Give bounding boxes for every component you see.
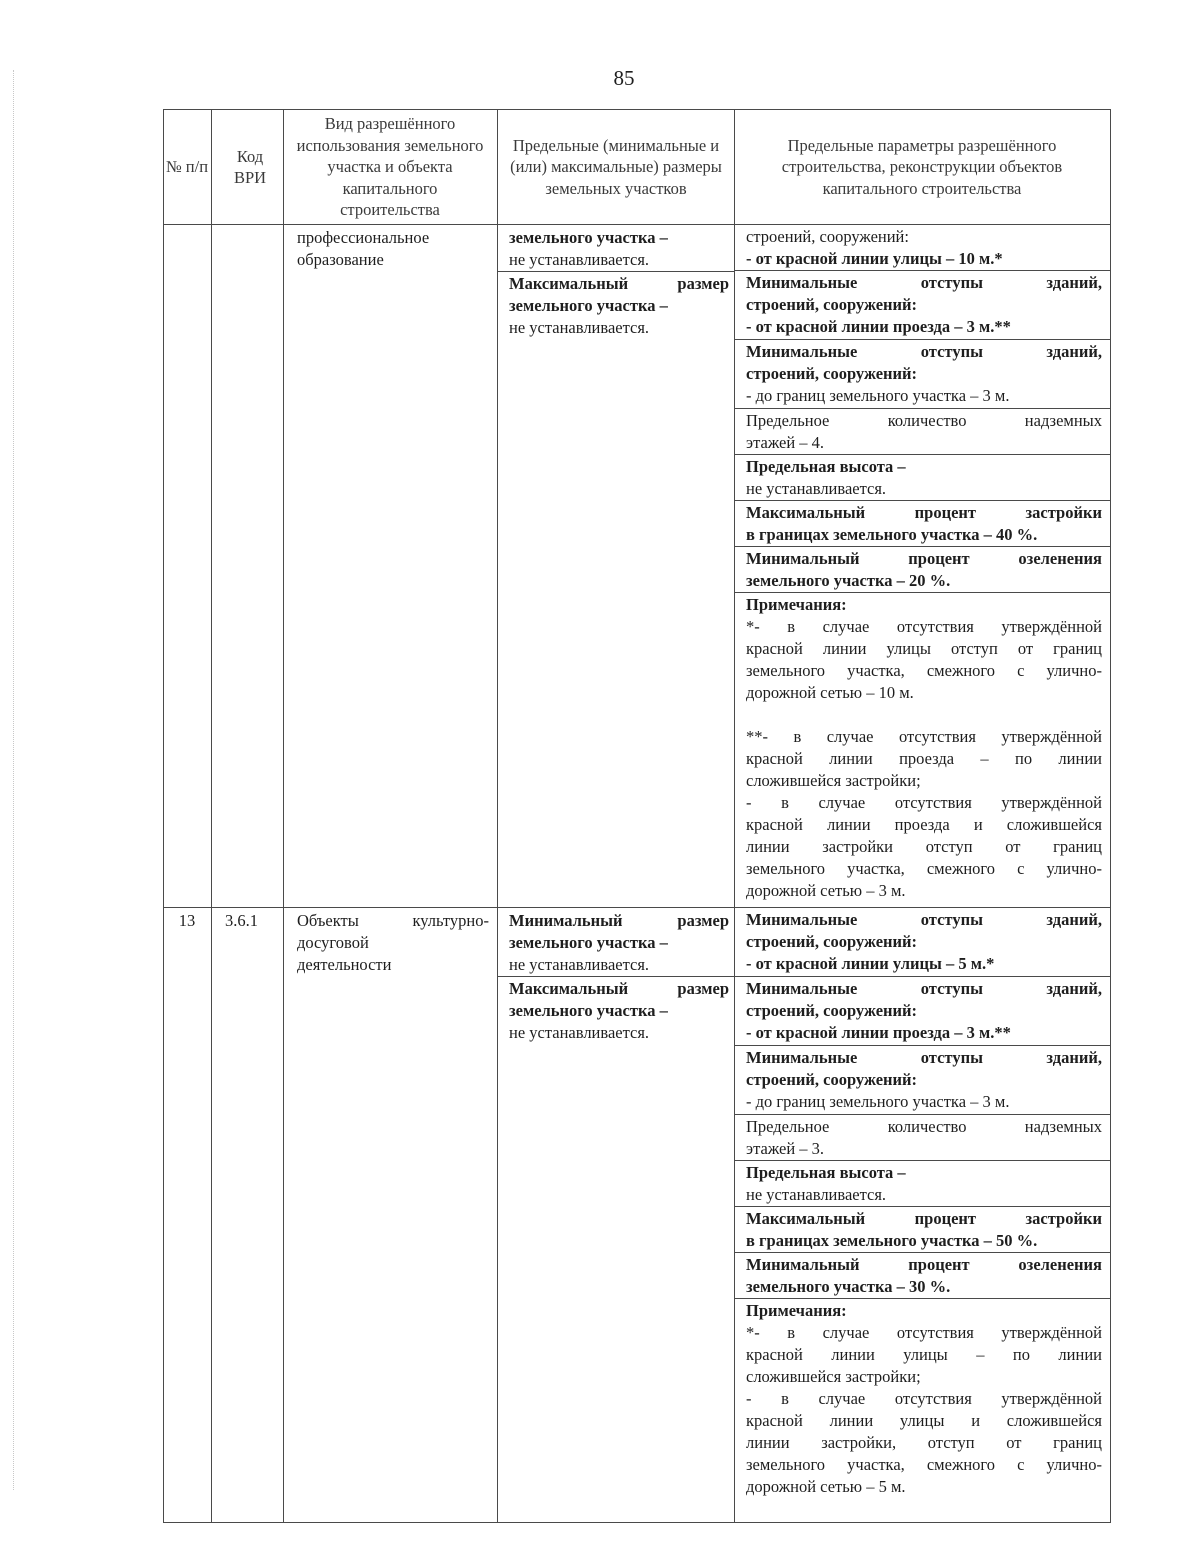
parameter-cell: Минимальный процент озеленения земельного участка – 30 %. <box>746 1255 1102 1296</box>
header-number: № п/п <box>165 157 209 177</box>
parameter-cell: Предельное количество надземных этажей – 3. <box>746 1117 1102 1158</box>
notes-title: Примечания: <box>746 595 847 614</box>
row-code: 3.6.1 <box>225 911 258 930</box>
page-number: 85 <box>613 66 635 90</box>
parameter-cell: строений, сооружений: - от красной линии улицы – 10 м.* <box>746 227 1003 268</box>
parameter-cell: Минимальный процент озеленения земельного участка – 20 %. <box>746 549 1102 590</box>
scan-edge-mark <box>13 70 14 1490</box>
header-parameters: Предельные параметры разрешённого строительства, реконструкции объектов капитального строительства <box>781 135 1063 198</box>
notes-cell: Примечания: *- в случае отсутствия утверждённой красной линии улицы – по линии сложившейся застройки; - в случае отсутствия утверждённой красной линии улицы и сложившейся линии застройки, отступ от границ земельного участка, смежного с улично- дорожной сетью – 5 м. <box>746 1301 1102 1496</box>
parameter-cell: Минимальные отступы зданий, строений, сооружений: - до границ земельного участка – 3 м. <box>746 1048 1102 1111</box>
parameter-cell: Минимальные отступы зданий, строений, сооружений: - от красной линии проезда – 3 м.** <box>746 273 1102 336</box>
parameter-cell: Минимальные отступы зданий, строений, сооружений: - от красной линии улицы – 5 м.* <box>746 910 1102 973</box>
parameter-cell: Минимальные отступы зданий, строений, сооружений: - от красной линии проезда – 3 м.** <box>746 979 1102 1042</box>
header-plot-sizes: Предельные (минимальные и (или) максимальные) размеры земельных участков <box>510 135 722 198</box>
header-code: Код ВРИ <box>233 146 267 187</box>
notes-title: Примечания: <box>746 1301 847 1320</box>
row-number: 13 <box>178 911 196 930</box>
use-type-cell: Объекты культурно- досуговой деятельности <box>297 911 489 974</box>
plot-size-cell: Максимальный размер земельного участка – не устанавливается. <box>509 979 729 1042</box>
parameter-cell: Минимальные отступы зданий, строений, сооружений: - до границ земельного участка – 3 м. <box>746 342 1102 405</box>
header-use-type: Вид разрешённого использования земельного участка и объекта капитального строительства <box>296 114 484 220</box>
parameter-cell: Предельная высота – не устанавливается. <box>746 457 906 498</box>
use-type-cell: профессиональное образование <box>297 228 430 269</box>
notes-cell: Примечания: *- в случае отсутствия утверждённой красной линии улицы отступ от границ земельного участка, смежного с улично- дорожной сетью – 10 м. **- в случае отсутствия утверждённой красной линии проезда – по линии сложившейся застройки; - в случае отсутствия утверждённой красной линии проезда и сложившейся линии застройки отступ от границ земельного участка, смежного с улично- дорожной сетью – 3 м. <box>746 595 1102 900</box>
parameter-cell: Максимальный процент застройки в границах земельного участка – 40 %. <box>746 503 1102 544</box>
plot-size-cell: Минимальный размер земельного участка – не устанавливается. <box>509 911 729 974</box>
plot-size-cell: земельного участка – не устанавливается. <box>509 228 668 269</box>
parameter-cell: Максимальный процент застройки в границах земельного участка – 50 %. <box>746 1209 1102 1250</box>
plot-size-cell: Максимальный размер земельного участка – не устанавливается. <box>509 274 729 337</box>
parameter-cell: Предельное количество надземных этажей – 4. <box>746 411 1102 452</box>
parameter-cell: Предельная высота – не устанавливается. <box>746 1163 906 1204</box>
